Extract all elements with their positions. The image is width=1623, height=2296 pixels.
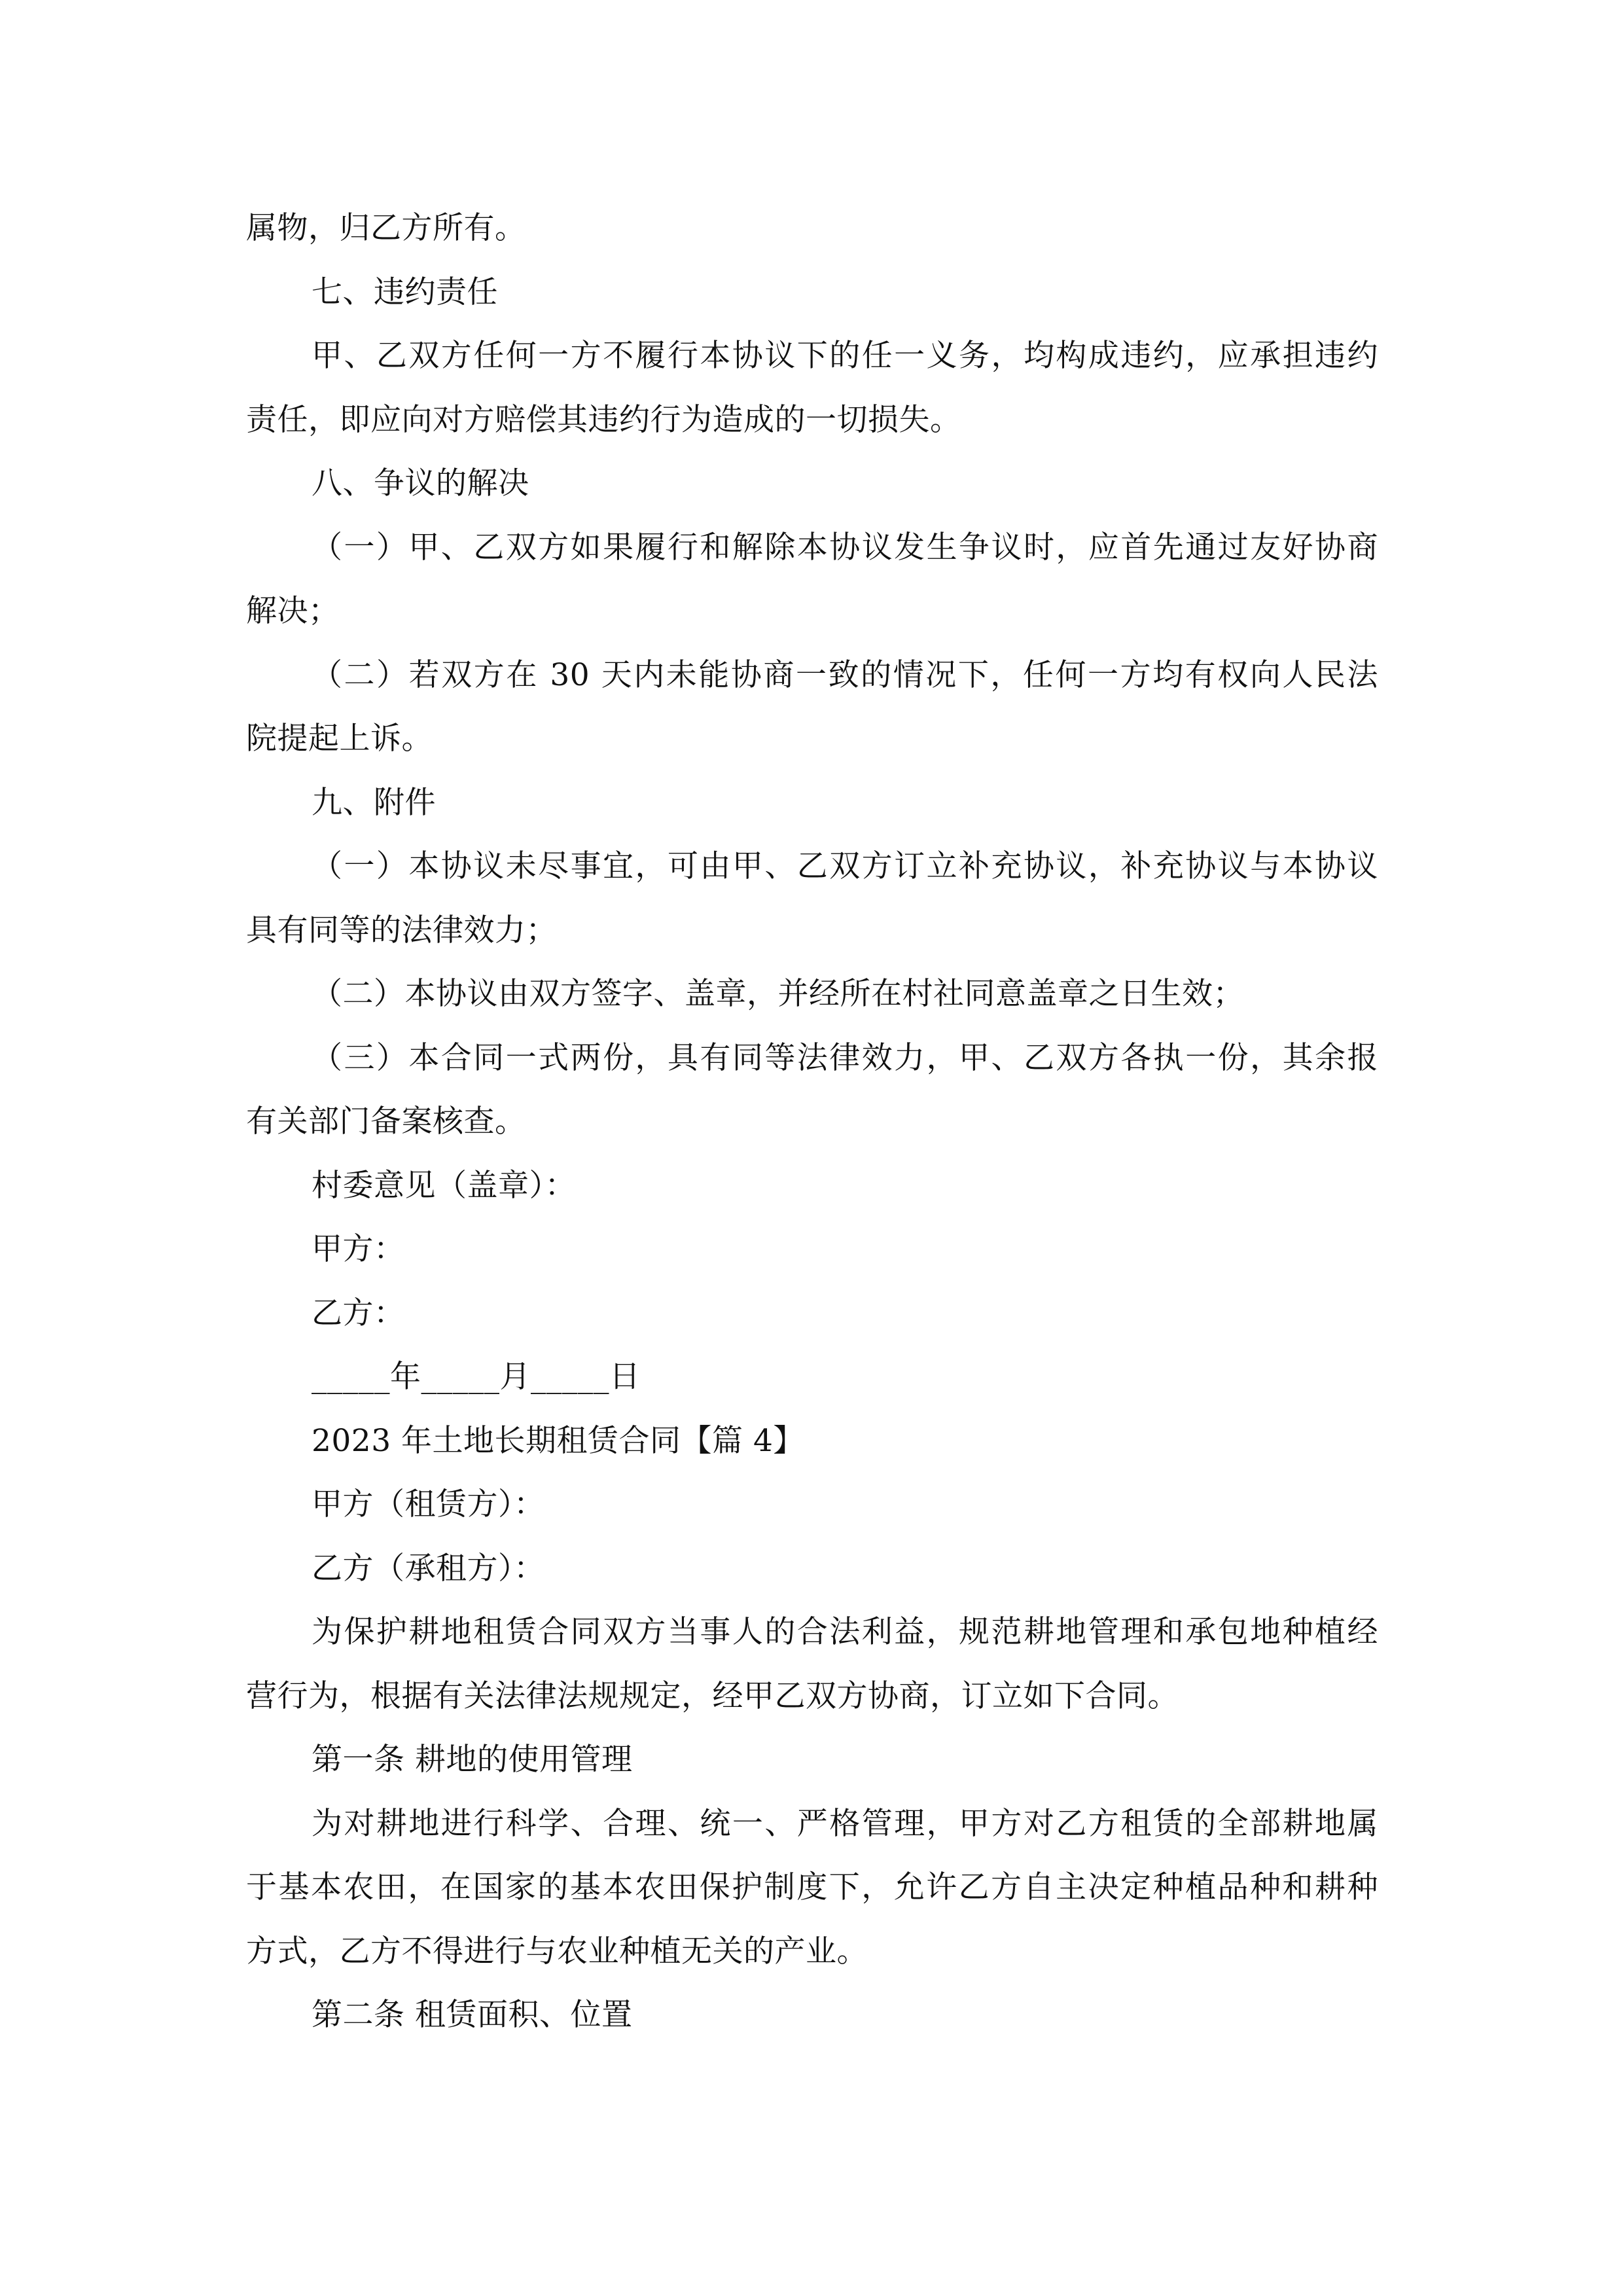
text-line: 九、附件 xyxy=(312,784,436,821)
text-line: 于基本农田，在国家的基本农田保护制度下，允许乙方自主决定种植品种和耕种 xyxy=(246,1869,1378,1905)
text-line: 属物，归乙方所有。 xyxy=(246,210,526,246)
text-line: （三）本合同一式两份，具有同等法律效力，甲、乙双方各执一份，其余报 xyxy=(312,1039,1378,1076)
text-line: （一）本协议未尽事宜，可由甲、乙双方订立补充协议，补充协议与本协议 xyxy=(312,848,1378,884)
text-line: 甲方： xyxy=(312,1231,405,1267)
text-line: 为保护耕地租赁合同双方当事人的合法利益，规范耕地管理和承包地种植经 xyxy=(312,1614,1378,1650)
text-line: 营行为，根据有关法律法规规定，经甲乙双方协商，订立如下合同。 xyxy=(246,1677,1179,1714)
text-line: 乙方（承租方）： xyxy=(312,1550,545,1587)
text-line: （二）本协议由双方签字、盖章，并经所在村社同意盖章之日生效； xyxy=(312,976,1244,1012)
text-line: 院提起上诉。 xyxy=(246,721,433,757)
text-line: 方式，乙方不得进行与农业种植无关的产业。 xyxy=(246,1933,868,1969)
text-line: 第一条 耕地的使用管理 xyxy=(312,1742,633,1778)
text-line: 为对耕地进行科学、合理、统一、严格管理，甲方对乙方租赁的全部耕地属 xyxy=(312,1805,1378,1842)
text-line: 村委意见（盖章）： xyxy=(312,1167,576,1204)
text-line: 八、争议的解决 xyxy=(312,465,529,501)
text-line: 2023 年土地长期租赁合同【篇 4】 xyxy=(312,1422,804,1459)
text-line: 责任，即应向对方赔偿其违约行为造成的一切损失。 xyxy=(246,401,961,438)
text-line: （二）若双方在 30 天内未能协商一致的情况下，任何一方均有权向人民法 xyxy=(312,656,1378,693)
text-line: 七、违约责任 xyxy=(312,274,498,310)
document-body xyxy=(246,196,1378,2047)
text-line: 有关部门备案核查。 xyxy=(246,1103,526,1139)
text-line: 甲方（租赁方）： xyxy=(312,1486,545,1522)
text-line: 第二条 租赁面积、位置 xyxy=(312,1997,633,2033)
text-line: 具有同等的法律效力； xyxy=(246,912,557,948)
text-line: 乙方： xyxy=(312,1295,405,1331)
text-line: 解决； xyxy=(246,593,340,629)
text-line: （一）甲、乙双方如果履行和解除本协议发生争议时，应首先通过友好协商 xyxy=(312,529,1378,565)
text-line: 甲、乙双方任何一方不履行本协议下的任一义务，均构成违约，应承担违约 xyxy=(312,338,1378,374)
text-line: _____年_____月_____日 xyxy=(312,1359,641,1395)
